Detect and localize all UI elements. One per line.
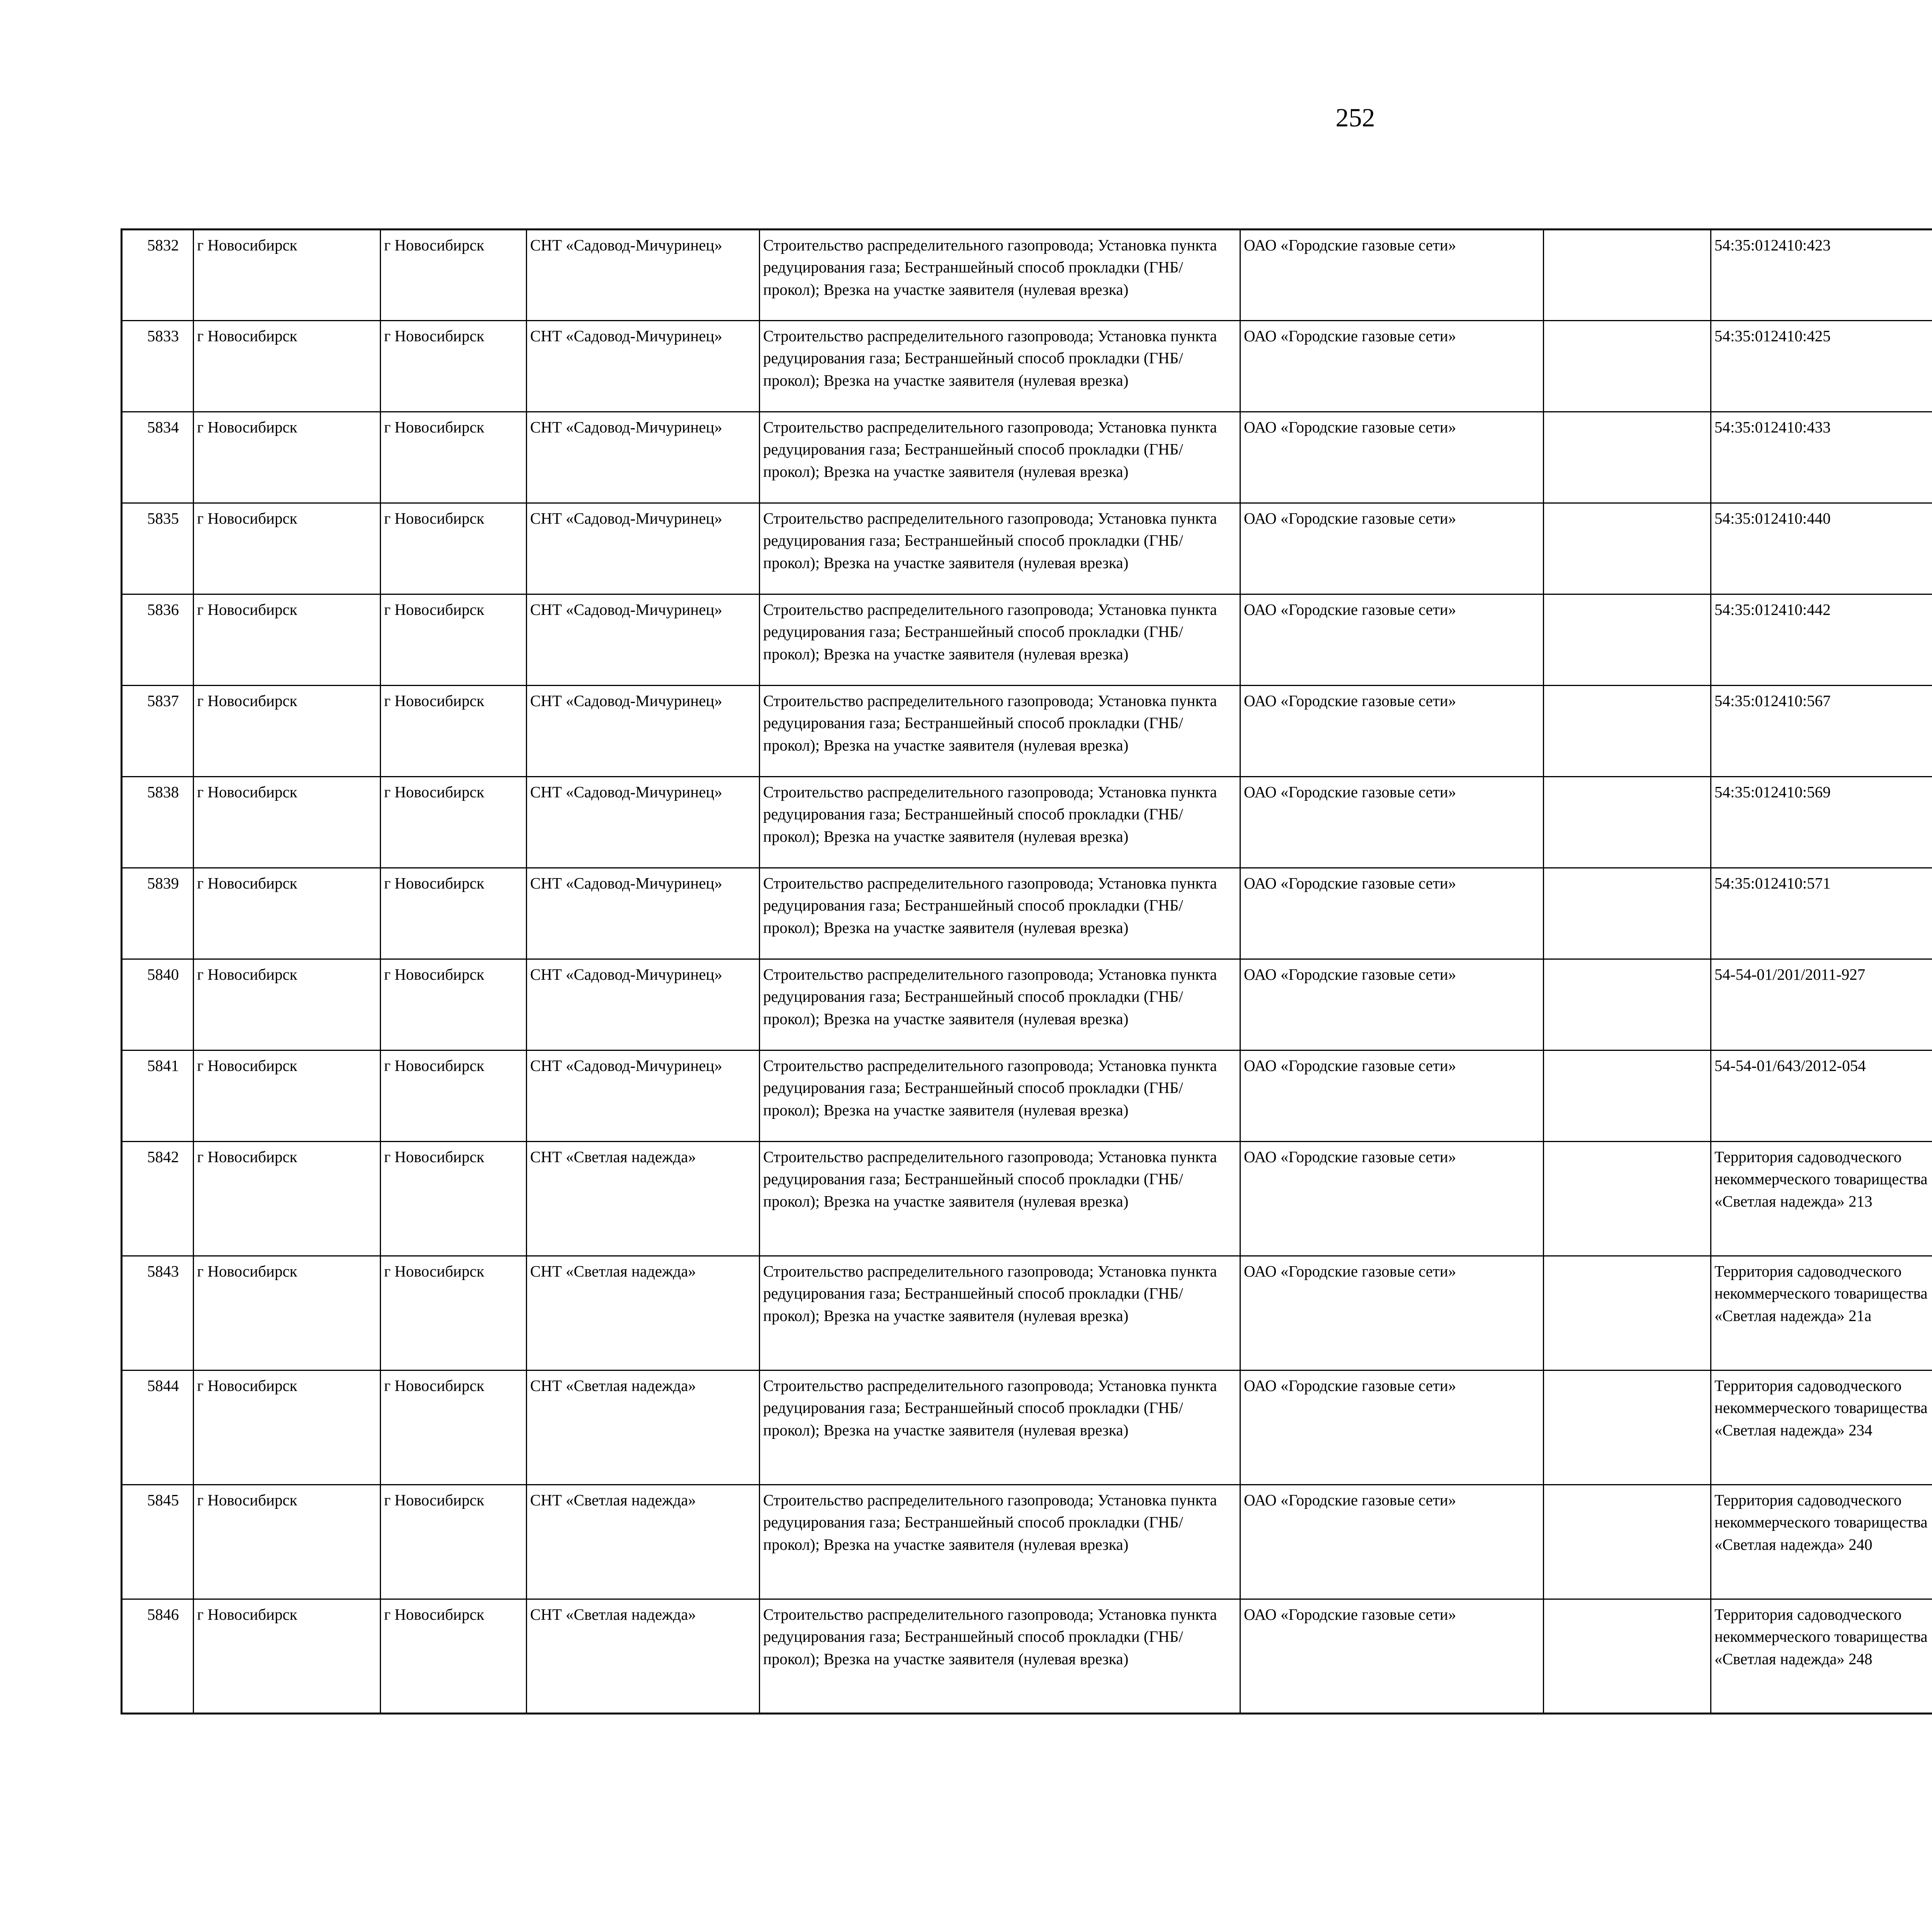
operator-cell: ОАО «Городские газовые сети» xyxy=(1240,321,1544,412)
row-number: 5844 xyxy=(122,1371,194,1485)
organization-cell: СНТ «Садовод-Мичуринец» xyxy=(527,959,760,1050)
cadastral-cell: 54-54-01/643/2012-054 xyxy=(1711,1050,1932,1142)
works-cell: Строительство распределительного газопровода; Установка пункта редуцирования газа; Бестраншейный способ прокладки (ГНБ/прокол); Врезка на участке заявителя (нулевая врезка) xyxy=(760,321,1240,412)
municipality-cell: г Новосибирск xyxy=(194,503,381,594)
settlement-cell: г Новосибирск xyxy=(381,1256,527,1371)
cadastral-cell: 54:35:012410:433 xyxy=(1711,412,1932,503)
organization-cell: СНТ «Садовод-Мичуринец» xyxy=(527,1050,760,1142)
municipality-cell: г Новосибирск xyxy=(194,1256,381,1371)
table-row xyxy=(122,1485,1932,1599)
settlement-cell: г Новосибирск xyxy=(381,1485,527,1599)
operator-cell: ОАО «Городские газовые сети» xyxy=(1240,503,1544,594)
works-cell: Строительство распределительного газопровода; Установка пункта редуцирования газа; Бестраншейный способ прокладки (ГНБ/прокол); Врезка на участке заявителя (нулевая врезка) xyxy=(760,1371,1240,1485)
works-cell: Строительство распределительного газопровода; Установка пункта редуцирования газа; Бестраншейный способ прокладки (ГНБ/прокол); Врезка на участке заявителя (нулевая врезка) xyxy=(760,959,1240,1050)
organization-cell: СНТ «Садовод-Мичуринец» xyxy=(527,686,760,777)
row-number: 5837 xyxy=(122,686,194,777)
municipality-cell: г Новосибирск xyxy=(194,1599,381,1714)
settlement-cell: г Новосибирск xyxy=(381,412,527,503)
cadastral-cell: Территория садоводческого некоммерческого товарищества «Светлая надежда» 21а xyxy=(1711,1256,1932,1371)
operator-cell: ОАО «Городские газовые сети» xyxy=(1240,1599,1544,1714)
row-number: 5838 xyxy=(122,777,194,868)
table-row xyxy=(122,503,1932,594)
municipality-cell: г Новосибирск xyxy=(194,594,381,686)
organization-cell: СНТ «Садовод-Мичуринец» xyxy=(527,777,760,868)
settlement-cell: г Новосибирск xyxy=(381,321,527,412)
works-cell: Строительство распределительного газопровода; Установка пункта редуцирования газа; Бестраншейный способ прокладки (ГНБ/прокол); Врезка на участке заявителя (нулевая врезка) xyxy=(760,412,1240,503)
works-cell: Строительство распределительного газопровода; Установка пункта редуцирования газа; Бестраншейный способ прокладки (ГНБ/прокол); Врезка на участке заявителя (нулевая врезка) xyxy=(760,686,1240,777)
table-row xyxy=(122,1371,1932,1485)
empty-cell xyxy=(1544,1050,1711,1142)
operator-cell: ОАО «Городские газовые сети» xyxy=(1240,1142,1544,1256)
table-row xyxy=(122,959,1932,1050)
operator-cell: ОАО «Городские газовые сети» xyxy=(1240,1371,1544,1485)
empty-cell xyxy=(1544,503,1711,594)
settlement-cell: г Новосибирск xyxy=(381,1050,527,1142)
row-number: 5846 xyxy=(122,1599,194,1714)
row-number: 5835 xyxy=(122,503,194,594)
works-cell: Строительство распределительного газопровода; Установка пункта редуцирования газа; Бестраншейный способ прокладки (ГНБ/прокол); Врезка на участке заявителя (нулевая врезка) xyxy=(760,1050,1240,1142)
organization-cell: СНТ «Садовод-Мичуринец» xyxy=(527,503,760,594)
empty-cell xyxy=(1544,412,1711,503)
table-row xyxy=(122,412,1932,503)
cadastral-cell: 54:35:012410:440 xyxy=(1711,503,1932,594)
settlement-cell: г Новосибирск xyxy=(381,868,527,959)
organization-cell: СНТ «Светлая надежда» xyxy=(527,1256,760,1371)
operator-cell: ОАО «Городские газовые сети» xyxy=(1240,959,1544,1050)
municipality-cell: г Новосибирск xyxy=(194,868,381,959)
municipality-cell: г Новосибирск xyxy=(194,686,381,777)
row-number: 5840 xyxy=(122,959,194,1050)
organization-cell: СНТ «Светлая надежда» xyxy=(527,1142,760,1256)
organization-cell: СНТ «Садовод-Мичуринец» xyxy=(527,412,760,503)
cadastral-cell: 54:35:012410:567 xyxy=(1711,686,1932,777)
table-row xyxy=(122,1599,1932,1714)
empty-cell xyxy=(1544,777,1711,868)
works-cell: Строительство распределительного газопровода; Установка пункта редуцирования газа; Бестраншейный способ прокладки (ГНБ/прокол); Врезка на участке заявителя (нулевая врезка) xyxy=(760,1599,1240,1714)
table-row xyxy=(122,1050,1932,1142)
row-number: 5842 xyxy=(122,1142,194,1256)
municipality-cell: г Новосибирск xyxy=(194,959,381,1050)
empty-cell xyxy=(1544,1485,1711,1599)
cadastral-cell: 54:35:012410:569 xyxy=(1711,777,1932,868)
works-cell: Строительство распределительного газопровода; Установка пункта редуцирования газа; Бестраншейный способ прокладки (ГНБ/прокол); Врезка на участке заявителя (нулевая врезка) xyxy=(760,777,1240,868)
row-number: 5839 xyxy=(122,868,194,959)
cadastral-cell: 54:35:012410:425 xyxy=(1711,321,1932,412)
operator-cell: ОАО «Городские газовые сети» xyxy=(1240,686,1544,777)
cadastral-cell: Территория садоводческого некоммерческого товарищества «Светлая надежда» 240 xyxy=(1711,1485,1932,1599)
settlement-cell: г Новосибирск xyxy=(381,1142,527,1256)
organization-cell: СНТ «Садовод-Мичуринец» xyxy=(527,868,760,959)
row-number: 5845 xyxy=(122,1485,194,1599)
operator-cell: ОАО «Городские газовые сети» xyxy=(1240,594,1544,686)
municipality-cell: г Новосибирск xyxy=(194,1371,381,1485)
operator-cell: ОАО «Городские газовые сети» xyxy=(1240,1050,1544,1142)
settlement-cell: г Новосибирск xyxy=(381,230,527,321)
row-number: 5836 xyxy=(122,594,194,686)
row-number: 5833 xyxy=(122,321,194,412)
municipality-cell: г Новосибирск xyxy=(194,1485,381,1599)
organization-cell: СНТ «Садовод-Мичуринец» xyxy=(527,594,760,686)
table-body xyxy=(122,230,1932,1714)
empty-cell xyxy=(1544,1599,1711,1714)
works-cell: Строительство распределительного газопровода; Установка пункта редуцирования газа; Бестраншейный способ прокладки (ГНБ/прокол); Врезка на участке заявителя (нулевая врезка) xyxy=(760,503,1240,594)
works-cell: Строительство распределительного газопровода; Установка пункта редуцирования газа; Бестраншейный способ прокладки (ГНБ/прокол); Врезка на участке заявителя (нулевая врезка) xyxy=(760,1485,1240,1599)
municipality-cell: г Новосибирск xyxy=(194,777,381,868)
cadastral-cell: Территория садоводческого некоммерческого товарищества «Светлая надежда» 234 xyxy=(1711,1371,1932,1485)
organization-cell: СНТ «Светлая надежда» xyxy=(527,1485,760,1599)
operator-cell: ОАО «Городские газовые сети» xyxy=(1240,777,1544,868)
row-number: 5834 xyxy=(122,412,194,503)
works-cell: Строительство распределительного газопровода; Установка пункта редуцирования газа; Бестраншейный способ прокладки (ГНБ/прокол); Врезка на участке заявителя (нулевая врезка) xyxy=(760,868,1240,959)
municipality-cell: г Новосибирск xyxy=(194,321,381,412)
empty-cell xyxy=(1544,1256,1711,1371)
organization-cell: СНТ «Садовод-Мичуринец» xyxy=(527,321,760,412)
gasification-table xyxy=(121,228,1932,1714)
empty-cell xyxy=(1544,1371,1711,1485)
empty-cell xyxy=(1544,230,1711,321)
settlement-cell: г Новосибирск xyxy=(381,959,527,1050)
cadastral-cell: 54:35:012410:571 xyxy=(1711,868,1932,959)
empty-cell xyxy=(1544,868,1711,959)
settlement-cell: г Новосибирск xyxy=(381,594,527,686)
operator-cell: ОАО «Городские газовые сети» xyxy=(1240,868,1544,959)
organization-cell: СНТ «Светлая надежда» xyxy=(527,1371,760,1485)
municipality-cell: г Новосибирск xyxy=(194,1050,381,1142)
cadastral-cell: 54-54-01/201/2011-927 xyxy=(1711,959,1932,1050)
table-row xyxy=(122,777,1932,868)
settlement-cell: г Новосибирск xyxy=(381,686,527,777)
municipality-cell: г Новосибирск xyxy=(194,1142,381,1256)
municipality-cell: г Новосибирск xyxy=(194,230,381,321)
empty-cell xyxy=(1544,959,1711,1050)
empty-cell xyxy=(1544,321,1711,412)
row-number: 5841 xyxy=(122,1050,194,1142)
operator-cell: ОАО «Городские газовые сети» xyxy=(1240,1485,1544,1599)
empty-cell xyxy=(1544,594,1711,686)
works-cell: Строительство распределительного газопровода; Установка пункта редуцирования газа; Бестраншейный способ прокладки (ГНБ/прокол); Врезка на участке заявителя (нулевая врезка) xyxy=(760,594,1240,686)
table-row xyxy=(122,686,1932,777)
cadastral-cell: Территория садоводческого некоммерческого товарищества «Светлая надежда» 248 xyxy=(1711,1599,1932,1714)
operator-cell: ОАО «Городские газовые сети» xyxy=(1240,230,1544,321)
table-row xyxy=(122,321,1932,412)
settlement-cell: г Новосибирск xyxy=(381,503,527,594)
cadastral-cell: 54:35:012410:442 xyxy=(1711,594,1932,686)
settlement-cell: г Новосибирск xyxy=(381,1371,527,1485)
empty-cell xyxy=(1544,686,1711,777)
row-number: 5843 xyxy=(122,1256,194,1371)
table-row xyxy=(122,1256,1932,1371)
municipality-cell: г Новосибирск xyxy=(194,412,381,503)
page-number: 252 xyxy=(1335,103,1375,132)
operator-cell: ОАО «Городские газовые сети» xyxy=(1240,412,1544,503)
empty-cell xyxy=(1544,1142,1711,1256)
cadastral-cell: 54:35:012410:423 xyxy=(1711,230,1932,321)
table-row xyxy=(122,230,1932,321)
settlement-cell: г Новосибирск xyxy=(381,777,527,868)
table-row xyxy=(122,868,1932,959)
settlement-cell: г Новосибирск xyxy=(381,1599,527,1714)
organization-cell: СНТ «Светлая надежда» xyxy=(527,1599,760,1714)
table-row xyxy=(122,1142,1932,1256)
row-number: 5832 xyxy=(122,230,194,321)
works-cell: Строительство распределительного газопровода; Установка пункта редуцирования газа; Бестраншейный способ прокладки (ГНБ/прокол); Врезка на участке заявителя (нулевая врезка) xyxy=(760,230,1240,321)
operator-cell: ОАО «Городские газовые сети» xyxy=(1240,1256,1544,1371)
table-row xyxy=(122,594,1932,686)
works-cell: Строительство распределительного газопровода; Установка пункта редуцирования газа; Бестраншейный способ прокладки (ГНБ/прокол); Врезка на участке заявителя (нулевая врезка) xyxy=(760,1142,1240,1256)
organization-cell: СНТ «Садовод-Мичуринец» xyxy=(527,230,760,321)
cadastral-cell: Территория садоводческого некоммерческого товарищества «Светлая надежда» 213 xyxy=(1711,1142,1932,1256)
works-cell: Строительство распределительного газопровода; Установка пункта редуцирования газа; Бестраншейный способ прокладки (ГНБ/прокол); Врезка на участке заявителя (нулевая врезка) xyxy=(760,1256,1240,1371)
